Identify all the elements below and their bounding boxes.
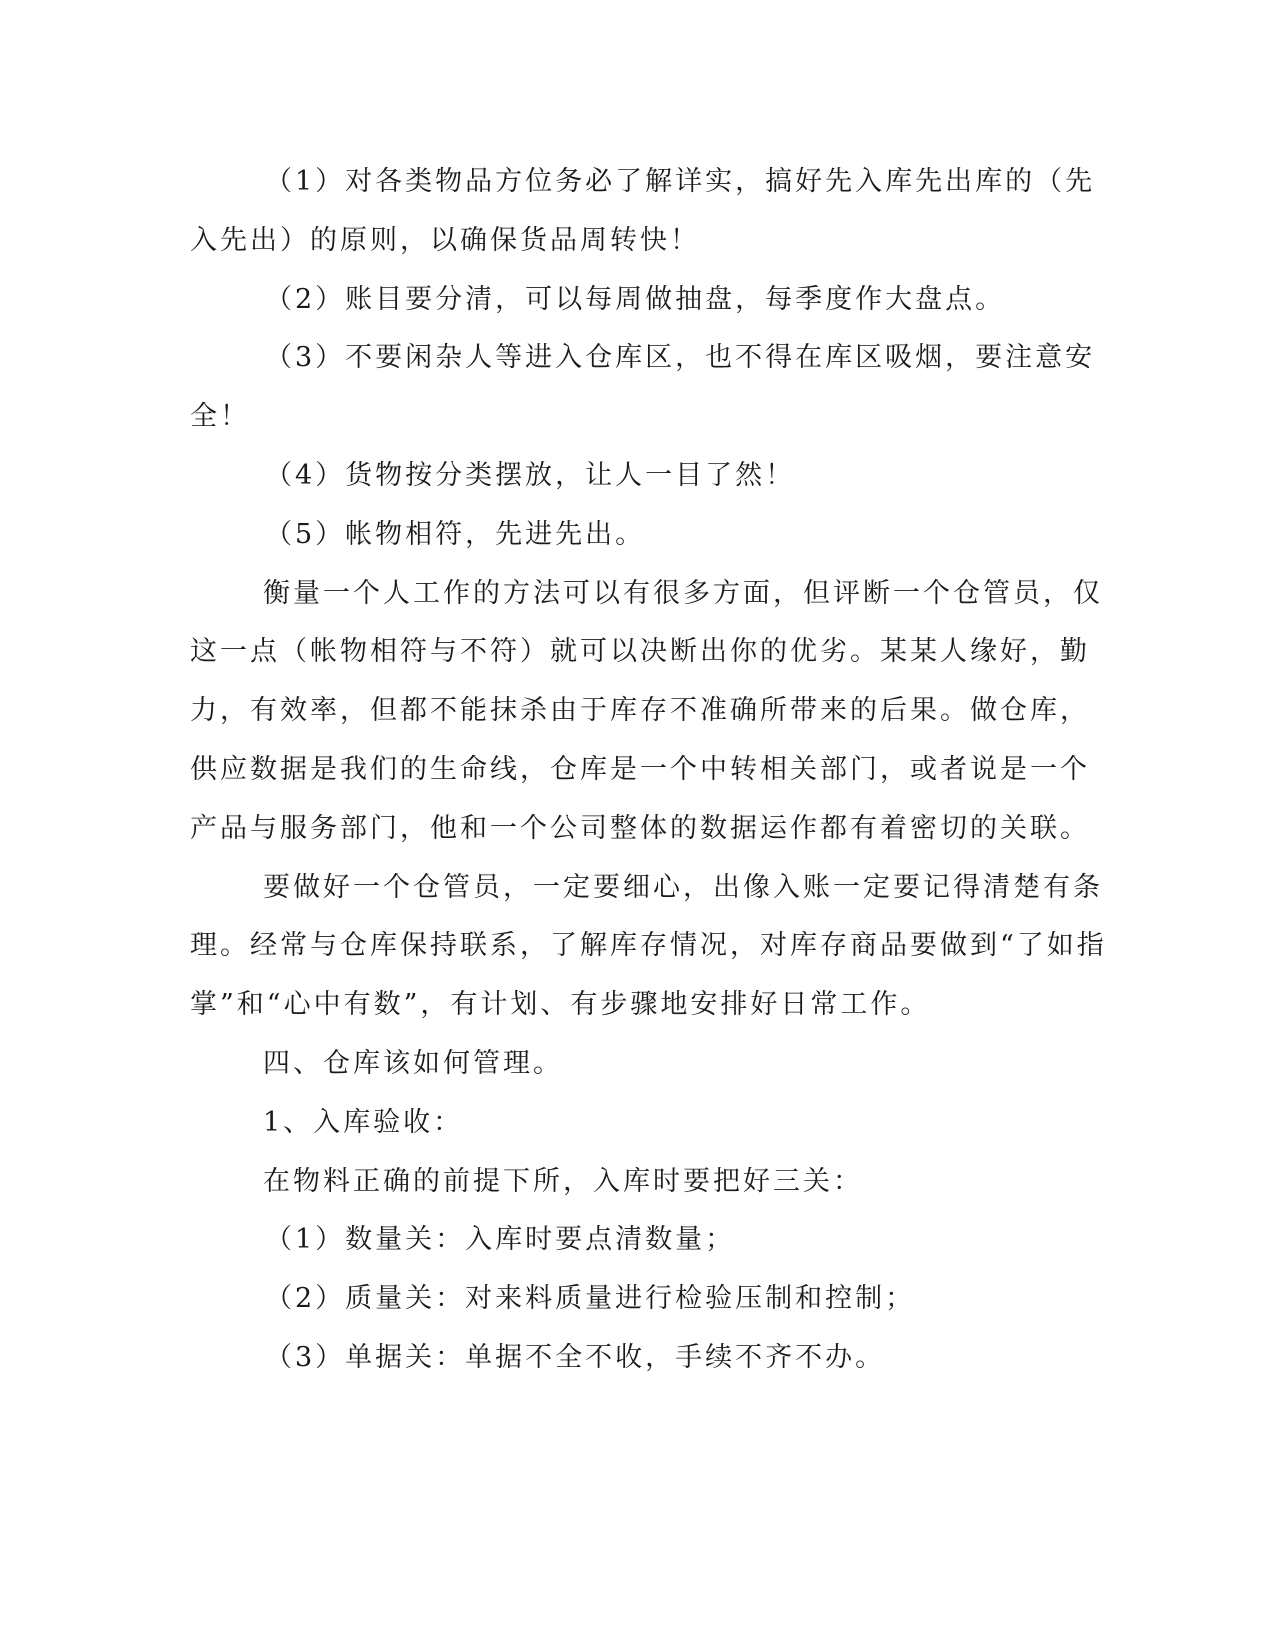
paragraph-2-line-3: 掌”和“心中有数”，有计划、有步骤地安排好日常工作。: [190, 989, 931, 1020]
check-item-2: （2）质量关：对来料质量进行检验压制和控制；: [265, 1283, 916, 1314]
list-item-3-line-2: 全！: [190, 401, 250, 432]
subsection-heading: 1、入库验收：: [263, 1107, 464, 1138]
check-item-3: （3）单据关：单据不全不收，手续不齐不办。: [265, 1342, 886, 1373]
check-item-1: （1）数量关：入库时要点清数量；: [265, 1224, 736, 1255]
paragraph-1-line-3: 力，有效率，但都不能抹杀由于库存不准确所带来的后果。做仓库，: [190, 695, 1090, 726]
list-item-5: （5）帐物相符，先进先出。: [265, 519, 646, 550]
paragraph-1-line-4: 供应数据是我们的生命线，仓库是一个中转相关部门，或者说是一个: [190, 754, 1090, 785]
list-item-1-line-2: 入先出）的原则，以确保货品周转快！: [190, 225, 700, 256]
intro-paragraph: 在物料正确的前提下所，入库时要把好三关：: [263, 1166, 863, 1197]
list-item-1-line-1: （1）对各类物品方位务必了解详实，搞好先入库先出库的（先: [265, 166, 1096, 197]
paragraph-1-line-1: 衡量一个人工作的方法可以有很多方面，但评断一个仓管员，仅: [263, 578, 1103, 609]
section-heading: 四、仓库该如何管理。: [263, 1048, 563, 1079]
list-item-2: （2）账目要分清，可以每周做抽盘，每季度作大盘点。: [265, 284, 1006, 315]
paragraph-2-line-1: 要做好一个仓管员，一定要细心，出像入账一定要记得清楚有条: [263, 872, 1103, 903]
paragraph-2-line-2: 理。经常与仓库保持联系，了解库存情况，对库存商品要做到“了如指: [190, 930, 1107, 961]
list-item-4: （4）货物按分类摆放，让人一目了然！: [265, 460, 796, 491]
list-item-3-line-1: （3）不要闲杂人等进入仓库区，也不得在库区吸烟，要注意安: [265, 342, 1096, 373]
paragraph-1-line-5: 产品与服务部门，他和一个公司整体的数据运作都有着密切的关联。: [190, 813, 1090, 844]
paragraph-1-line-2: 这一点（帐物相符与不符）就可以决断出你的优劣。某某人缘好，勤: [190, 636, 1090, 667]
